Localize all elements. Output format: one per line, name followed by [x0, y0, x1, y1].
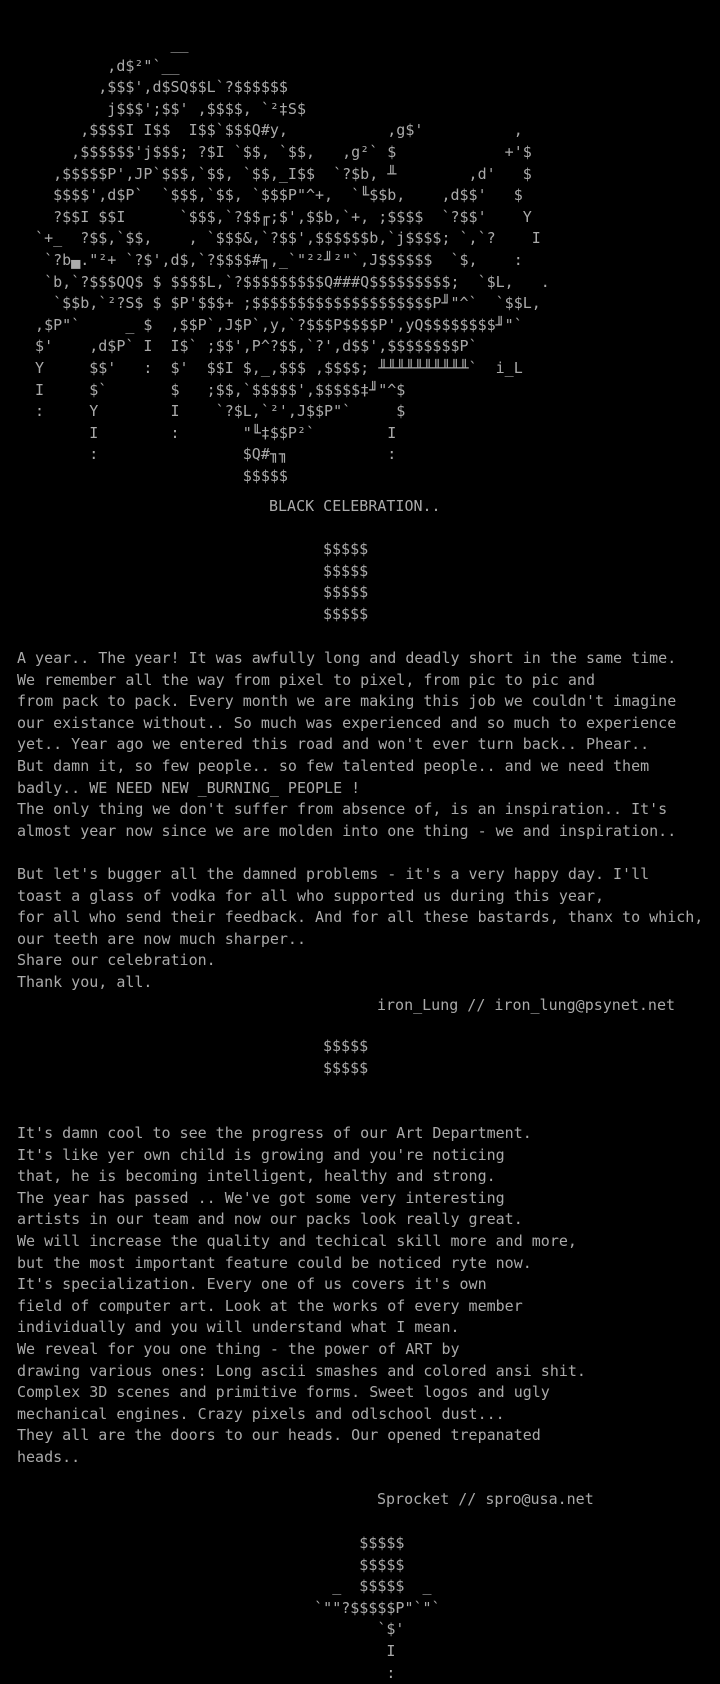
signature-iron-lung: iron_Lung // iron_lung@psynet.net: [377, 996, 676, 1014]
ascii-art-logo: __ ,d$²"`__ ,$$$',d$SQ$$L`?$$$$$$ j$$$';$$' ,$$$$, `²‡S$ ,$$$$I I$$ I$$`$$$Q#y, ,g$' , ,$$$$$$'j$$$; ?$I `$$, `$$, ,g²` $ +'$ ,$$$$$P',JP`$$$,`$$, `$$,_I$$ `?$b, ╨ ,d' $ $$$$',d$P` `$$$,`$$, `$$$P"^+, `╙$$b, ,d$$' $ ?$$I $$I `$$$,`?$$╓;$',$$b,`+, ;$$$$ `?$$' Y `+_ ?$$,`$$, , `$$$&,`?$$',$$$$$$b,`j$$$$; `,`? I `?b▄."²+ `?$',d$,`?$$$$#╖,_`"²²╜²"`,J$$$$$$ `$, : `b,`?$$$QQ$ $ $$$$L,`?$$$$$$$$$Q###Q$$$$$$$$$; `$L, . `$$b,`²?S$ $ $P'$$$+ ;$$$$$$$$$$$$$$$$$$$$P╜"^` `$$L, ,$P"` _ $ ,$$P`,J$P`,y,`?$$$P$$$$P',yQ$$$$$$$$╜"` $' ,d$P` I I$` ;$$',P^?$$,`?',d$$',$$$$$$$$P` Y $$' : $' $$I $,_,$$$ ,$$$$; ╨╨╨╨╨╨╨╨╨╨` i_L I $` $ ;$$,`$$$$$',$$$$$‡╜"^$ : Y I `?$L,`²',J$$P"` $ I : "╙‡$$P²` I : $Q#╖╖ : $$$$$: [35, 35, 550, 485]
ascii-pillar: $$$$$ $$$$$ $$$$$ $$$$$: [323, 540, 369, 623]
signature-sprocket: Sprocket // spro@usa.net: [377, 1490, 594, 1508]
paragraph-celebration: A year.. The year! It was awfully long and deadly short in the same time. We remember all the way from pixel to pixel, from pic to pic and from pack to pack. Every month we are making this job we couldn't imagine our existance without.. So much was experienced and so much to experience yet.. Year ago we entered this road and won't ever turn back.. Phear.. But damn it, so few people.. so few talented people.. and we need them badly.. WE NEED NEW _BURNING_ PEOPLE ! The only thing we don't suffer from absence of, is an inspiration.. It's almost year now since we are molden into one thing - we and inspiration.. But let's bugger all the damned problems - it's a very happy day. I'll toast a glass of vodka for all who supported us during this year, for all who send their feedback. And for all these bastards, thanx to which, our teeth are now much sharper.. Share our celebration. Thank you, all.: [17, 649, 704, 991]
page-title: BLACK CELEBRATION..: [269, 497, 441, 515]
paragraph-art-department: It's damn cool to see the progress of our Art Department. It's like yer own child is growing and you're noticing that, he is becoming intelligent, healthy and strong. The year has passed .. We've got some very interesting artists in our team and now our packs look really great. We will increase the quality and techical skill more and more, but the most important feature could be noticed ryte now. It's specialization. Every one of us covers it's own field of computer art. Look at the works of every member individually and you will understand what I mean. We reveal for you one thing - the power of ART by drawing various ones: Long ascii smashes and colored ansi shit. Complex 3D scenes and primitive forms. Sweet logos and ugly mechanical engines. Crazy pixels and odlschool dust... They all are the doors to our heads. Our opened trepanated heads..: [17, 1124, 586, 1466]
ascii-art-footer: $$$$$ $$$$$ _ $$$$$ _ `""?$$$$$P"`"` `$' I :: [314, 1534, 441, 1682]
ascii-divider: $$$$$ $$$$$: [323, 1037, 369, 1077]
